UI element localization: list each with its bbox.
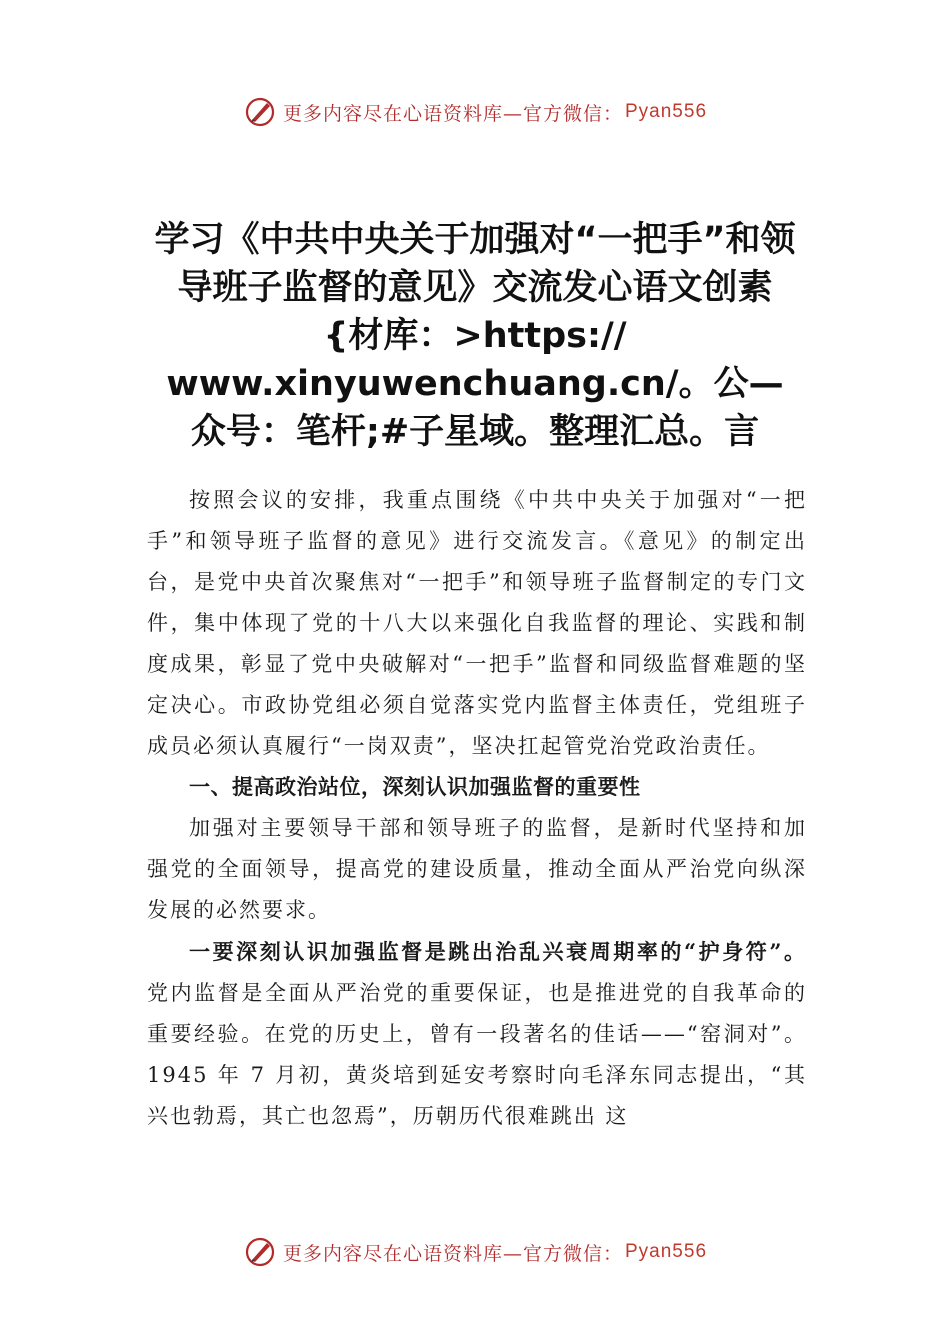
paragraph-3 [147,931,807,1137]
title-line: 学习《中共中央关于加强对“一把手”和领 [154,220,796,260]
pen-logo-icon [243,95,277,129]
document-title [120,216,830,456]
paragraph-2: 加强对主要领导干部和领导班子的监督，是新时代坚持和加强党的全面领导，提高党的建设质量，推动全面从严治党向纵深发展的必然要求。 [147,816,807,922]
pen-logo-icon [243,1235,277,1269]
banner-text: 更多内容尽在心语资料库—官方微信： [282,102,623,125]
banner-text: 更多内容尽在心语资料库—官方微信： [282,1242,623,1265]
document-body [147,480,807,1137]
paragraph-3-text: 党内监督是全面从严治党的重要保证，也是推进党的自我革命的重要经验。在党的历史上，曾有一段著名的佳话——“窑洞对”。1945 年 7 月初，黄炎培到延安考察时向毛泽东同志提出，“其兴也勃焉，其亡也忽焉”，历朝历代很难跳出 这 [147,981,807,1128]
title-line: 导班子监督的意见》交流发心语文创素 [177,268,773,308]
paragraph-intro: 按照会议的安排，我重点围绕《中共中央关于加强对“一把手”和领导班子监督的意见》进行交流发言。《意见》的制定出台，是党中央首次聚焦对“一把手”和领导班子监督制定的专门文件，集中体现了党的十八大以来强化自我监督的理论、实践和制度成果，彰显了党中央破解对“一把手”监督和同级监督难题的坚定决心。市政协党组必须自觉落实党内监督主体责任，党组班子成员必须认真履行“一岗双责”，坚决扛起管党治党政治责任。 [147,488,807,758]
footer-watermark-banner [0,1232,950,1272]
title-line: 众号：笔杆;#子星域。整理汇总。言 [190,412,760,452]
section-heading-1: 一、提高政治站位，深刻认识加强监督的重要性 [189,775,641,799]
banner-wechat-handle: Pyan556 [625,1241,708,1262]
paragraph-3-lead: 一要深刻认识加强监督是跳出治乱兴衰周期率的“护身符”。 [189,939,807,964]
banner-wechat-handle: Pyan556 [625,101,708,122]
title-line: {材库：>https:// [323,316,627,356]
header-watermark-banner [0,92,950,132]
title-line: www.xinyuwenchuang.cn/。公— [166,364,784,404]
